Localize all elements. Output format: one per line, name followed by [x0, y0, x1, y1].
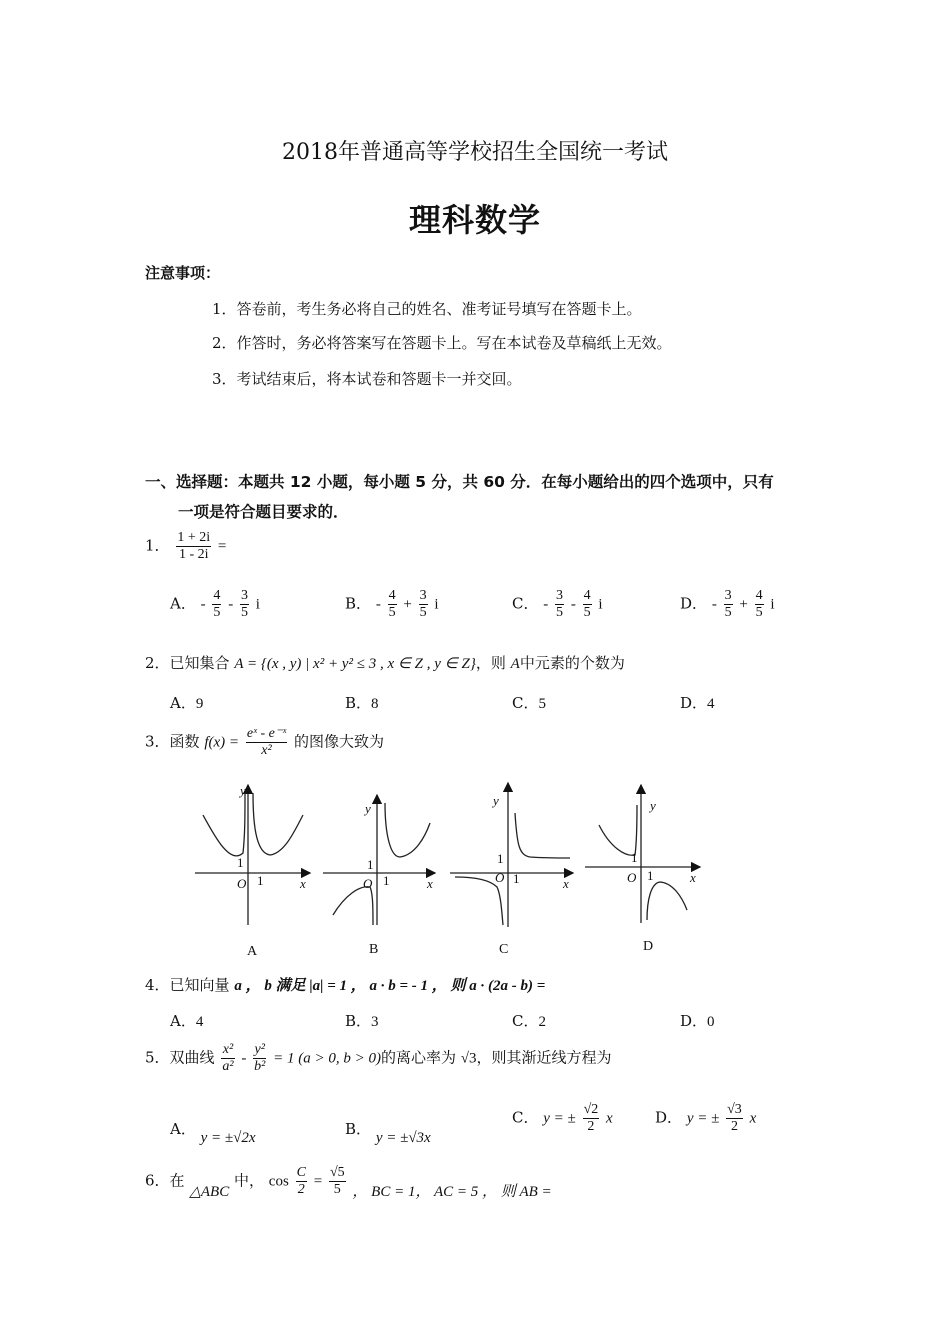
- q2-option-a[interactable]: [170, 692, 203, 713]
- q5-prefix: 双曲线: [169, 1048, 215, 1067]
- option-sign: -: [543, 596, 549, 613]
- q5-suffix: ，则其渐近线方程为: [476, 1048, 612, 1067]
- axis-x-label: x: [690, 870, 696, 885]
- option-numerator: 3: [240, 588, 249, 605]
- question-3: [145, 726, 384, 759]
- q2-option-c[interactable]: [512, 692, 546, 713]
- option-numerator: 3: [419, 588, 428, 605]
- axis-x-label: x: [563, 876, 569, 891]
- q6-triangle: △ABC: [189, 1183, 230, 1200]
- question-2: [145, 652, 625, 673]
- question-4: [145, 974, 545, 995]
- option-label: D．: [680, 1012, 708, 1030]
- graph-label-b: B: [369, 942, 379, 957]
- option-suffix: x: [606, 1110, 613, 1127]
- option-fraction: [212, 588, 221, 621]
- option-label: B．: [345, 694, 372, 712]
- option-label: D．: [655, 1108, 683, 1127]
- q6-equals: =: [313, 1173, 323, 1190]
- q5-condition: = 1 (a > 0, b > 0): [273, 1050, 381, 1067]
- option-label: C．: [512, 694, 539, 712]
- notice-heading: 注意事项：: [145, 264, 221, 282]
- option-label: A．: [170, 694, 196, 712]
- fraction-numerator: y²: [253, 1042, 266, 1059]
- option-tail: i: [770, 596, 775, 613]
- option-label: C．: [512, 594, 539, 613]
- q3-suffix: 的图像大致为: [293, 732, 384, 751]
- option-value: 4: [195, 1014, 204, 1030]
- question-6: [145, 1165, 552, 1198]
- tick-label: 1: [237, 855, 244, 870]
- q2-set-expression: A = {(x , y) | x² + y² ≤ 3 , x ∈ Z , y ∈ Z}: [234, 656, 476, 672]
- curve: [385, 803, 430, 857]
- q6-mid: 中，: [234, 1171, 265, 1190]
- option-numerator: 3: [724, 588, 733, 605]
- fraction-numerator: x²: [221, 1042, 234, 1059]
- q2-option-d[interactable]: [680, 692, 715, 713]
- option-sign: -: [570, 596, 576, 613]
- option-fraction: [240, 588, 249, 621]
- option-value: 0: [707, 1014, 715, 1030]
- q1-equals: =: [217, 538, 227, 555]
- q5-option-d[interactable]: [655, 1102, 756, 1135]
- q2-suffix: 中元素的个数为: [519, 654, 625, 672]
- option-sign: +: [403, 596, 412, 613]
- option-numerator: 4: [755, 588, 764, 605]
- graph-label-c: C: [499, 942, 509, 957]
- q4-option-d[interactable]: [680, 1010, 715, 1031]
- graph-d[interactable]: [585, 785, 700, 923]
- option-value: 4: [707, 696, 715, 712]
- option-fraction: [555, 588, 564, 621]
- notice-item: 2．作答时，务必将答案写在答题卡上。写在本试卷及草稿纸上无效。: [212, 334, 672, 352]
- curve: [599, 805, 637, 855]
- curve: [647, 882, 687, 920]
- origin-label: O: [627, 870, 637, 885]
- fraction-denominator: 2: [297, 1182, 305, 1198]
- q5-option-c[interactable]: [512, 1102, 613, 1135]
- q6-value-fraction: [329, 1165, 346, 1198]
- option-fraction: [583, 588, 592, 621]
- fraction-numerator: √2: [583, 1102, 600, 1119]
- graph-c[interactable]: [450, 783, 573, 927]
- graph-label-d: D: [643, 939, 654, 954]
- option-label: A．: [170, 1012, 196, 1030]
- q4-option-a[interactable]: [170, 1010, 203, 1031]
- option-fraction: [755, 588, 764, 621]
- option-label: B．: [345, 1012, 372, 1030]
- option-value: 5: [538, 696, 546, 712]
- option-denominator: 5: [556, 605, 564, 621]
- option-denominator: 5: [240, 605, 248, 621]
- option-sign: -: [228, 596, 234, 613]
- question-number: 1．: [145, 536, 170, 555]
- option-sign: -: [200, 596, 206, 613]
- q5-option-b[interactable]: [345, 1118, 431, 1146]
- q6-cos-fraction: [296, 1165, 307, 1198]
- axis-x-label: x: [300, 876, 306, 891]
- question-number: 2．: [145, 654, 170, 672]
- option-prefix: y = ±: [543, 1110, 576, 1127]
- q3-graphs: [185, 775, 715, 965]
- fraction-numerator: √3: [726, 1102, 743, 1119]
- tick-label: 1: [367, 857, 374, 872]
- notice-item: 1．答卷前，考生务必将自己的姓名、准考证号填写在答题卡上。: [212, 300, 642, 318]
- curve: [515, 813, 570, 858]
- graph-b[interactable]: [323, 795, 435, 925]
- q4-expression: a ， b 满足 |a| = 1 ， a · b = - 1 ， 则 a · (2a - b) =: [234, 978, 546, 994]
- option-value: 2: [538, 1014, 546, 1030]
- fraction-denominator: b²: [254, 1059, 266, 1075]
- option-label: D．: [680, 694, 708, 712]
- option-denominator: 5: [583, 605, 591, 621]
- q4-option-b[interactable]: [345, 1010, 379, 1031]
- option-tail: i: [598, 596, 603, 613]
- option-numerator: 4: [212, 588, 221, 605]
- q1-numerator: 1 + 2i: [176, 530, 211, 547]
- tick-label: 1: [513, 871, 520, 886]
- option-label: D．: [680, 594, 708, 613]
- option-fraction: [583, 1102, 600, 1135]
- curve: [253, 793, 303, 855]
- q6-cos: cos: [268, 1173, 289, 1190]
- question-number: 6．: [145, 1171, 170, 1190]
- q1-denominator: 1 - 2i: [178, 547, 209, 563]
- q1-option-d[interactable]: [680, 588, 775, 621]
- q3-function: f(x) =: [204, 734, 240, 751]
- graph-a[interactable]: [195, 785, 310, 925]
- option-denominator: 5: [419, 605, 427, 621]
- question-1: [145, 530, 226, 563]
- q6-prefix: 在: [169, 1171, 185, 1190]
- option-prefix: y = ±: [686, 1110, 720, 1127]
- option-numerator: 3: [555, 588, 564, 605]
- option-fraction: [388, 588, 397, 621]
- q4-prefix: 已知向量: [169, 976, 230, 994]
- q3-prefix: 函数: [169, 732, 200, 751]
- curve: [333, 887, 373, 925]
- origin-label: O: [495, 870, 505, 885]
- q2-prefix: 已知集合: [169, 654, 230, 672]
- fraction-numerator: C: [296, 1165, 307, 1182]
- q1-option-b[interactable]: [345, 588, 439, 621]
- exam-subtitle: 2018年普通高等学校招生全国统一考试: [282, 140, 668, 165]
- option-label: C．: [512, 1108, 539, 1127]
- option-label: A．: [170, 594, 196, 613]
- tick-label: 1: [497, 851, 504, 866]
- q5-fraction-x: [221, 1042, 234, 1075]
- fraction-denominator: 5: [333, 1182, 341, 1198]
- tick-label: 1: [257, 873, 264, 888]
- option-suffix: x: [749, 1110, 757, 1127]
- option-fraction: [724, 588, 733, 621]
- option-denominator: 5: [388, 605, 396, 621]
- axis-y-label: y: [493, 793, 499, 808]
- tick-label: 1: [631, 850, 638, 865]
- axis-y-label: y: [365, 801, 371, 816]
- q2-option-b[interactable]: [345, 692, 379, 713]
- notice-item: 3．考试结束后，将本试卷和答题卡一并交回。: [212, 370, 522, 388]
- option-numerator: 4: [388, 588, 397, 605]
- question-number: 3．: [145, 732, 170, 751]
- q3-numerator: eˣ - e⁻ˣ: [246, 726, 287, 743]
- option-sign: -: [375, 596, 381, 613]
- exam-title: 理科数学: [408, 201, 541, 239]
- option-value: 8: [371, 696, 379, 712]
- q5-option-a[interactable]: [170, 1118, 256, 1146]
- option-denominator: 5: [724, 605, 732, 621]
- option-denominator: 5: [213, 605, 221, 621]
- option-sign: +: [739, 596, 748, 613]
- fraction-numerator: √5: [329, 1165, 346, 1182]
- q3-denominator: x²: [261, 743, 272, 759]
- option-tail: i: [255, 596, 260, 613]
- question-number: 4．: [145, 976, 170, 994]
- q5-eccentricity: √3: [460, 1050, 477, 1067]
- axis-y-label: y: [240, 783, 246, 798]
- question-5: [145, 1042, 612, 1075]
- origin-label: O: [363, 876, 373, 891]
- q3-fraction: [246, 726, 287, 759]
- option-label: A．: [170, 1120, 196, 1138]
- q2-suffix-pre: ，则: [475, 654, 506, 672]
- section-heading-cont: 一项是符合题目要求的．: [178, 503, 349, 521]
- option-fraction: [726, 1102, 743, 1135]
- option-label: B．: [345, 594, 372, 613]
- q5-mid: 的离心率为: [380, 1048, 456, 1067]
- option-label: B．: [345, 1120, 372, 1138]
- option-sign: -: [711, 596, 717, 613]
- axis-x-label: x: [427, 876, 433, 891]
- option-expression: y = ±√3x: [375, 1130, 431, 1146]
- option-denominator: 5: [755, 605, 763, 621]
- curve: [203, 793, 245, 856]
- tick-label: 1: [383, 873, 390, 888]
- q1-option-c[interactable]: [512, 588, 603, 621]
- q4-option-c[interactable]: [512, 1010, 546, 1031]
- q5-minus: -: [241, 1050, 247, 1067]
- option-value: 9: [195, 696, 204, 712]
- q2-variable: A: [510, 656, 520, 672]
- option-fraction: [419, 588, 428, 621]
- axis-y-label: y: [650, 798, 656, 813]
- q6-rest: ， BC = 1， AC = 5 ， 则 AB =: [352, 1183, 552, 1200]
- option-label: C．: [512, 1012, 539, 1030]
- fraction-denominator: 2: [730, 1119, 738, 1135]
- question-number: 5．: [145, 1048, 170, 1067]
- q5-fraction-y: [253, 1042, 266, 1075]
- option-value: 3: [371, 1014, 379, 1030]
- origin-label: O: [237, 876, 247, 891]
- graph-label-a: A: [247, 944, 258, 959]
- fraction-denominator: 2: [587, 1119, 595, 1135]
- q1-fraction: [176, 530, 211, 563]
- section-heading: 一、选择题：本题共 12 小题，每小题 5 分，共 60 分．在每小题给出的四个选项中，只有: [145, 473, 774, 491]
- q1-option-a[interactable]: [170, 588, 260, 621]
- option-tail: i: [434, 596, 439, 613]
- tick-label: 1: [647, 868, 654, 883]
- option-expression: y = ±√2x: [200, 1130, 256, 1146]
- fraction-denominator: a²: [222, 1059, 234, 1075]
- option-numerator: 4: [583, 588, 592, 605]
